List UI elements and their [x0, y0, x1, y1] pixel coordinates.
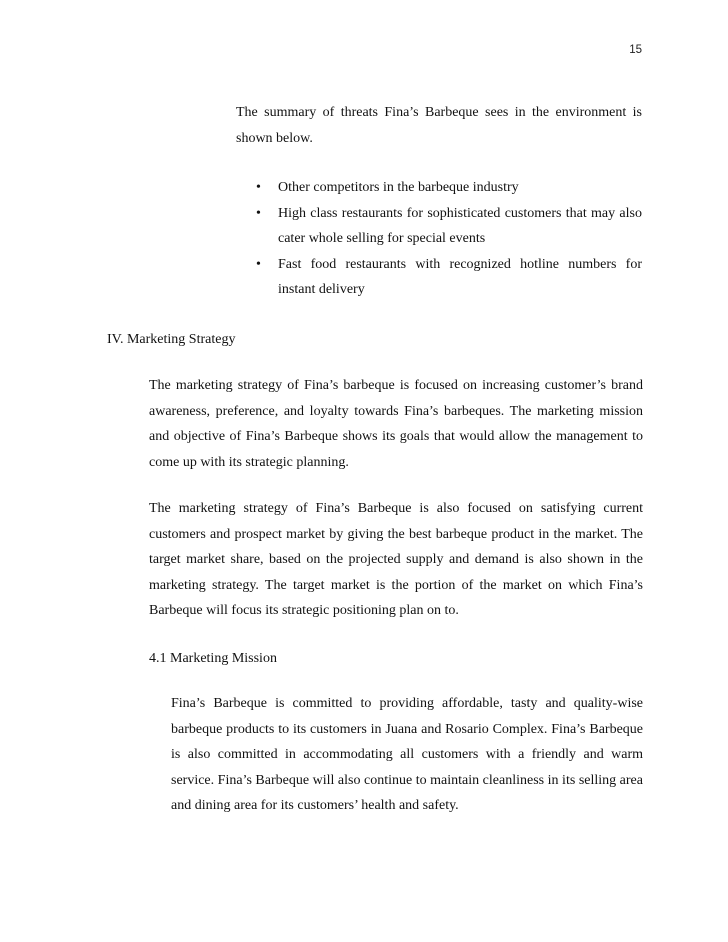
marketing-paragraph-2: The marketing strategy of Fina’s Barbeque is also focused on satisfying current customers and prospect market by giving the best barbeque product in the market. The target market share, based on the projected supply and demand is also shown in the marketing strategy. The target market is the portion of the market on which Fina’s Barbeque will focus its strategic positioning plan on to.	[149, 501, 643, 618]
section-heading-marketing-strategy: IV. Marketing Strategy	[107, 332, 236, 347]
list-item: • Fast food restaurants with recognized hotline numbers for instant delivery	[236, 252, 642, 303]
list-item: • Other competitors in the barbeque industry	[236, 175, 642, 201]
threats-intro: The summary of threats Fina’s Barbeque sees in the environment is shown below.	[236, 105, 642, 146]
mission-paragraph: Fina’s Barbeque is committed to providing affordable, tasty and quality-wise barbeque products to its customers in Juana and Rosario Complex. Fina’s Barbeque is also committed in accommodating all customers with a friendly and warm service. Fina’s Barbeque will also continue to maintain cleanliness in its selling area and dining area for its customers’ health and safety.	[171, 696, 643, 813]
subsection-heading-marketing-mission: 4.1 Marketing Mission	[149, 651, 277, 666]
list-item: • High class restaurants for sophisticated customers that may also cater whole selling for special events	[236, 201, 642, 252]
threats-list	[236, 175, 642, 303]
marketing-paragraph-1: The marketing strategy of Fina’s barbeque is focused on increasing customer’s brand awareness, preference, and loyalty towards Fina’s barbeques. The marketing mission and objective of Fina’s Barbeque shows its goals that would allow the management to come up with its strategic planning.	[149, 378, 643, 470]
page-number: 15	[629, 44, 642, 56]
